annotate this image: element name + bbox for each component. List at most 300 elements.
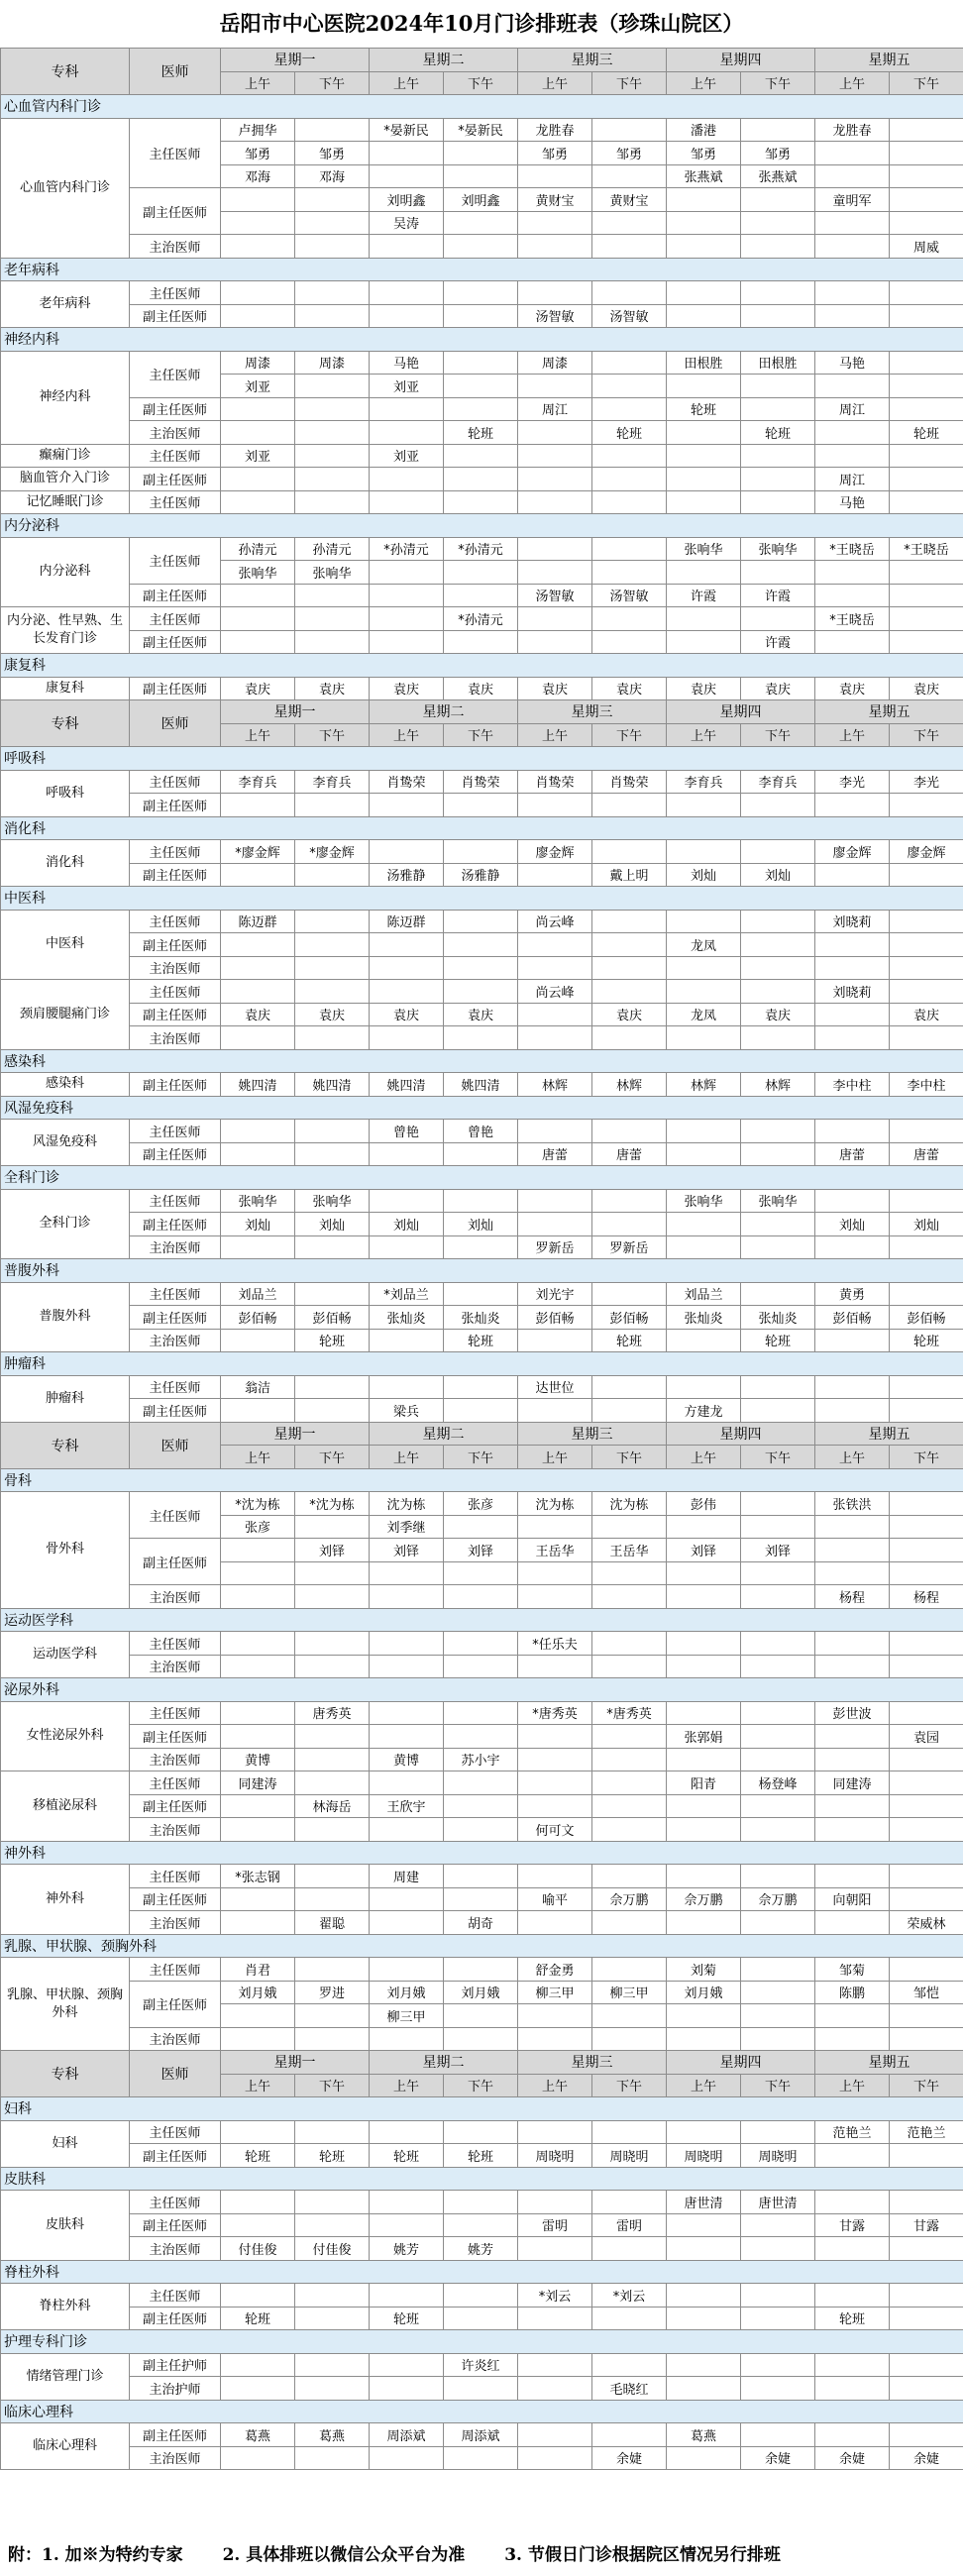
department-row <box>1 2260 963 2284</box>
schedule-cell <box>295 1818 370 1842</box>
schedule-cell <box>370 956 444 980</box>
schedule-cell <box>890 304 963 328</box>
schedule-cell <box>890 2377 963 2401</box>
schedule-cell <box>592 2027 667 2051</box>
header-pm: 下午 <box>295 1446 370 1469</box>
schedule-cell <box>518 2446 592 2470</box>
schedule-cell <box>444 1142 518 1166</box>
header-day: 星期五 <box>815 700 963 724</box>
schedule-cell <box>815 304 890 328</box>
clinic-name: 呼吸科 <box>1 770 130 816</box>
schedule-cell: 潘港 <box>667 118 741 142</box>
schedule-row <box>1 630 963 654</box>
schedule-cell <box>370 607 444 631</box>
schedule-cell <box>815 794 890 817</box>
schedule-cell <box>221 2213 295 2237</box>
schedule-cell: 刘灿 <box>667 863 741 887</box>
schedule-cell <box>370 2284 444 2308</box>
schedule-cell: 张彦 <box>221 1515 295 1539</box>
doctor-title: 主治医师 <box>130 1655 221 1678</box>
schedule-cell <box>890 630 963 654</box>
schedule-cell <box>592 1794 667 1818</box>
schedule-cell: *刘云 <box>518 2284 592 2308</box>
doctor-title: 主任医师 <box>130 1958 221 1982</box>
schedule-cell: 袁庆 <box>890 677 963 700</box>
schedule-cell <box>370 1632 444 1656</box>
header-am: 上午 <box>221 1446 295 1469</box>
schedule-cell <box>592 2423 667 2447</box>
schedule-cell <box>667 2307 741 2330</box>
schedule-cell <box>667 980 741 1004</box>
doctor-title: 主任医师 <box>130 980 221 1004</box>
schedule-cell: 周威 <box>890 235 963 259</box>
header-specialty: 专科 <box>1 1422 130 1468</box>
schedule-cell: 达世位 <box>518 1375 592 1399</box>
schedule-cell: 翟聪 <box>295 1911 370 1935</box>
schedule-cell <box>518 863 592 887</box>
schedule-cell <box>741 607 815 631</box>
schedule-cell <box>518 630 592 654</box>
schedule-cell <box>444 1958 518 1982</box>
schedule-cell <box>518 2353 592 2377</box>
schedule-cell <box>815 1003 890 1026</box>
schedule-cell <box>815 1235 890 1259</box>
schedule-cell: 汤雅静 <box>370 863 444 887</box>
schedule-cell: 沈为栋 <box>370 1492 444 1516</box>
schedule-cell <box>815 2353 890 2377</box>
schedule-cell: 唐蕾 <box>815 1142 890 1166</box>
schedule-cell <box>221 188 295 212</box>
schedule-cell: 刘月娥 <box>221 1981 295 2004</box>
schedule-cell <box>370 1329 444 1352</box>
schedule-cell <box>667 1794 741 1818</box>
doctor-title: 副主任医师 <box>130 397 221 421</box>
schedule-cell <box>444 211 518 235</box>
schedule-cell: 杨登峰 <box>741 1771 815 1795</box>
doctor-title: 主治医师 <box>130 1818 221 1842</box>
schedule-cell <box>221 1887 295 1911</box>
schedule-cell: 张响华 <box>667 537 741 561</box>
schedule-cell <box>815 956 890 980</box>
department-name: 骨科 <box>1 1468 963 1492</box>
schedule-cell <box>741 1655 815 1678</box>
schedule-cell: 张铁洪 <box>815 1492 890 1516</box>
clinic-name: 神经内科 <box>1 351 130 444</box>
doctor-title: 主任医师 <box>130 2284 221 2308</box>
schedule-cell <box>592 235 667 259</box>
schedule-cell <box>890 211 963 235</box>
schedule-row <box>1 537 963 561</box>
schedule-row <box>1 2353 963 2377</box>
schedule-cell <box>444 910 518 933</box>
department-row <box>1 1166 963 1190</box>
schedule-cell <box>815 142 890 165</box>
schedule-cell <box>741 118 815 142</box>
schedule-row <box>1 1306 963 1330</box>
schedule-cell <box>815 1794 890 1818</box>
schedule-cell <box>741 1142 815 1166</box>
schedule-cell <box>295 421 370 445</box>
schedule-cell: *张志钢 <box>221 1865 295 1888</box>
schedule-cell: 罗新岳 <box>518 1235 592 1259</box>
schedule-cell <box>295 980 370 1004</box>
schedule-cell <box>890 351 963 375</box>
department-name: 心血管内科门诊 <box>1 95 963 119</box>
schedule-cell: 刘光宇 <box>518 1282 592 1306</box>
schedule-row <box>1 1073 963 1097</box>
header-day: 星期三 <box>518 1422 667 1446</box>
schedule-cell <box>890 1235 963 1259</box>
schedule-cell: 彭世波 <box>815 1701 890 1725</box>
schedule-cell: 姚四清 <box>295 1073 370 1097</box>
schedule-cell: 彭佰畅 <box>518 1306 592 1330</box>
header-pm: 下午 <box>890 2074 963 2097</box>
schedule-cell <box>444 2377 518 2401</box>
schedule-cell: 刘灿 <box>444 1213 518 1236</box>
schedule-cell <box>741 1399 815 1423</box>
schedule-cell <box>444 1561 518 1585</box>
schedule-cell <box>295 2213 370 2237</box>
schedule-cell: 刘品兰 <box>221 1282 295 1306</box>
schedule-cell <box>592 537 667 561</box>
schedule-cell: 刘菊 <box>667 1958 741 1982</box>
header-pm: 下午 <box>295 2074 370 2097</box>
doctor-title: 主任医师 <box>130 1282 221 1306</box>
doctor-title: 主任医师 <box>130 2120 221 2144</box>
doctor-title: 主任医师 <box>130 2191 221 2214</box>
schedule-cell <box>815 1539 890 1562</box>
schedule-cell <box>815 584 890 607</box>
schedule-cell <box>295 1235 370 1259</box>
doctor-title: 主任医师 <box>130 281 221 305</box>
schedule-cell <box>370 1701 444 1725</box>
schedule-row <box>1 2307 963 2330</box>
schedule-cell <box>518 375 592 398</box>
schedule-cell <box>221 1235 295 1259</box>
schedule-row <box>1 863 963 887</box>
schedule-cell <box>295 1887 370 1911</box>
schedule-cell <box>221 1026 295 1050</box>
doctor-title: 主治医师 <box>130 1235 221 1259</box>
schedule-cell: 吴涛 <box>370 211 444 235</box>
schedule-cell: 许霞 <box>741 630 815 654</box>
schedule-row <box>1 1375 963 1399</box>
schedule-row <box>1 2213 963 2237</box>
schedule-cell <box>370 1725 444 1749</box>
schedule-cell: 黄勇 <box>815 1282 890 1306</box>
schedule-row <box>1 840 963 864</box>
department-row <box>1 328 963 352</box>
schedule-row <box>1 1725 963 1749</box>
schedule-cell: 汤智敏 <box>592 584 667 607</box>
schedule-cell <box>444 630 518 654</box>
schedule-cell <box>295 910 370 933</box>
schedule-row <box>1 1585 963 1609</box>
schedule-cell <box>890 2191 963 2214</box>
schedule-cell <box>444 956 518 980</box>
schedule-cell <box>295 2307 370 2330</box>
schedule-cell: 袁庆 <box>667 677 741 700</box>
header-day: 星期二 <box>370 700 518 724</box>
schedule-cell <box>444 490 518 514</box>
schedule-cell <box>295 2191 370 2214</box>
schedule-cell <box>741 1561 815 1585</box>
header-pm: 下午 <box>295 71 370 95</box>
schedule-cell <box>370 1235 444 1259</box>
schedule-cell <box>667 304 741 328</box>
schedule-cell <box>295 1561 370 1585</box>
schedule-cell <box>667 235 741 259</box>
schedule-row <box>1 1329 963 1352</box>
doctor-title: 副主任医师 <box>130 1213 221 1236</box>
schedule-cell <box>295 1375 370 1399</box>
schedule-cell <box>518 2191 592 2214</box>
schedule-cell <box>592 1585 667 1609</box>
schedule-cell: 张灿炎 <box>667 1306 741 1330</box>
schedule-cell <box>370 1189 444 1213</box>
schedule-cell <box>741 980 815 1004</box>
schedule-cell <box>221 1911 295 1935</box>
schedule-cell: 马艳 <box>370 351 444 375</box>
schedule-row <box>1 118 963 142</box>
schedule-cell <box>667 2237 741 2261</box>
schedule-row <box>1 421 963 445</box>
schedule-cell: 唐秀英 <box>295 1701 370 1725</box>
header-day: 星期三 <box>518 49 667 72</box>
schedule-row <box>1 1003 963 1026</box>
schedule-cell: 袁庆 <box>518 677 592 700</box>
clinic-name: 女性泌尿外科 <box>1 1701 130 1771</box>
department-name: 内分泌科 <box>1 514 963 538</box>
department-name: 肿瘤科 <box>1 1352 963 1376</box>
schedule-row <box>1 1399 963 1423</box>
schedule-cell: 彭佰畅 <box>890 1306 963 1330</box>
schedule-cell <box>221 1329 295 1352</box>
schedule-cell: 周漆 <box>221 351 295 375</box>
header-day: 星期一 <box>221 1422 370 1446</box>
schedule-cell: 轮班 <box>890 421 963 445</box>
doctor-title: 主任医师 <box>130 490 221 514</box>
schedule-cell <box>741 2423 815 2447</box>
schedule-cell: *沈为栋 <box>221 1492 295 1516</box>
schedule-row <box>1 1189 963 1213</box>
schedule-cell: 邓海 <box>295 164 370 188</box>
schedule-cell <box>444 1026 518 1050</box>
schedule-cell <box>741 397 815 421</box>
schedule-cell: 尚云峰 <box>518 980 592 1004</box>
schedule-cell: 唐蕾 <box>890 1142 963 1166</box>
schedule-cell <box>370 490 444 514</box>
schedule-cell <box>815 2027 890 2051</box>
clinic-name: 运动医学科 <box>1 1632 130 1678</box>
schedule-cell <box>444 2004 518 2028</box>
schedule-cell: 轮班 <box>741 421 815 445</box>
schedule-row <box>1 304 963 328</box>
schedule-cell: 林辉 <box>667 1073 741 1097</box>
schedule-cell: *唐秀英 <box>592 1701 667 1725</box>
schedule-cell: 余婕 <box>592 2446 667 2470</box>
schedule-cell: 曾艳 <box>444 1120 518 1143</box>
schedule-cell <box>741 235 815 259</box>
footer-prefix: 附： <box>8 2545 42 2565</box>
header-day: 星期三 <box>518 2051 667 2075</box>
schedule-cell: 马艳 <box>815 490 890 514</box>
schedule-cell: 王欣宇 <box>370 1794 444 1818</box>
header-day: 星期四 <box>667 49 815 72</box>
schedule-cell: 袁庆 <box>444 677 518 700</box>
schedule-cell: 甘露 <box>815 2213 890 2237</box>
schedule-cell <box>444 397 518 421</box>
schedule-cell <box>518 1515 592 1539</box>
schedule-cell: *唐秀英 <box>518 1701 592 1725</box>
schedule-cell <box>444 933 518 957</box>
schedule-cell <box>518 1399 592 1423</box>
schedule-cell <box>444 1701 518 1725</box>
schedule-cell: 李光 <box>890 770 963 794</box>
schedule-cell <box>741 1981 815 2004</box>
schedule-cell <box>295 2004 370 2028</box>
schedule-cell <box>890 956 963 980</box>
schedule-cell <box>890 1655 963 1678</box>
schedule-cell <box>592 1026 667 1050</box>
schedule-cell <box>221 794 295 817</box>
schedule-cell <box>370 1585 444 1609</box>
schedule-cell <box>518 1585 592 1609</box>
schedule-cell <box>667 2027 741 2051</box>
header-pm: 下午 <box>592 723 667 747</box>
schedule-cell: 邹勇 <box>667 142 741 165</box>
schedule-cell <box>667 2213 741 2237</box>
schedule-row <box>1 1818 963 1842</box>
doctor-title: 副主任医师 <box>130 1003 221 1026</box>
header-doctor: 医师 <box>130 1422 221 1468</box>
clinic-name: 老年病科 <box>1 281 130 328</box>
schedule-cell: 刘季继 <box>370 1515 444 1539</box>
doctor-title: 副主任医师 <box>130 1539 221 1585</box>
schedule-cell <box>444 561 518 585</box>
schedule-cell <box>592 2004 667 2028</box>
department-row <box>1 1608 963 1632</box>
schedule-cell <box>741 1235 815 1259</box>
schedule-cell <box>518 164 592 188</box>
schedule-row <box>1 1958 963 1982</box>
schedule-cell: 毛晓红 <box>592 2377 667 2401</box>
schedule-cell: 轮班 <box>815 2307 890 2330</box>
schedule-cell: 林辉 <box>592 1073 667 1097</box>
schedule-row <box>1 1887 963 1911</box>
schedule-cell <box>295 1282 370 1306</box>
header-pm: 下午 <box>592 2074 667 2097</box>
schedule-cell <box>295 1632 370 1656</box>
schedule-cell: 姚芳 <box>444 2237 518 2261</box>
schedule-cell <box>221 490 295 514</box>
schedule-row <box>1 2027 963 2051</box>
schedule-cell <box>667 188 741 212</box>
schedule-row <box>1 1282 963 1306</box>
doctor-title: 副主任医师 <box>130 1306 221 1330</box>
schedule-cell: 姚四清 <box>444 1073 518 1097</box>
schedule-cell <box>295 1725 370 1749</box>
schedule-cell <box>890 794 963 817</box>
schedule-cell: 陈迈群 <box>221 910 295 933</box>
schedule-cell <box>221 1794 295 1818</box>
schedule-cell <box>741 1632 815 1656</box>
clinic-name: 肿瘤科 <box>1 1375 130 1422</box>
schedule-cell <box>741 1492 815 1516</box>
schedule-cell <box>741 2004 815 2028</box>
schedule-cell <box>444 164 518 188</box>
schedule-row <box>1 235 963 259</box>
schedule-cell <box>741 2213 815 2237</box>
schedule-cell: 童明军 <box>815 188 890 212</box>
schedule-cell: 刘亚 <box>370 375 444 398</box>
schedule-row <box>1 2377 963 2401</box>
schedule-cell <box>741 2307 815 2330</box>
page-title: 岳阳市中心医院2024年10月门诊排班表（珍珠山院区） <box>219 11 744 36</box>
schedule-cell: *孙清元 <box>370 537 444 561</box>
schedule-cell <box>815 2284 890 2308</box>
schedule-cell <box>890 2144 963 2168</box>
header-day: 星期一 <box>221 2051 370 2075</box>
schedule-cell <box>815 235 890 259</box>
schedule-cell <box>370 304 444 328</box>
schedule-cell <box>444 980 518 1004</box>
schedule-cell: 廖金辉 <box>518 840 592 864</box>
schedule-cell: 张响华 <box>741 1189 815 1213</box>
schedule-cell: 黄博 <box>221 1748 295 1771</box>
header-pm: 下午 <box>741 2074 815 2097</box>
schedule-cell <box>890 281 963 305</box>
clinic-name: 康复科 <box>1 677 130 700</box>
header-pm: 下午 <box>444 2074 518 2097</box>
schedule-cell: 轮班 <box>667 397 741 421</box>
schedule-cell <box>815 2191 890 2214</box>
schedule-cell: 刘明鑫 <box>370 188 444 212</box>
schedule-cell <box>444 2191 518 2214</box>
schedule-cell: 刘月娥 <box>444 1981 518 2004</box>
schedule-cell <box>741 1958 815 1982</box>
schedule-cell <box>815 1911 890 1935</box>
schedule-cell <box>370 2377 444 2401</box>
schedule-cell <box>741 956 815 980</box>
schedule-cell <box>295 1958 370 1982</box>
schedule-cell: 龙胜春 <box>815 118 890 142</box>
schedule-cell <box>221 1399 295 1423</box>
department-name: 神经内科 <box>1 328 963 352</box>
schedule-cell: 同建涛 <box>221 1771 295 1795</box>
schedule-row <box>1 1026 963 1050</box>
doctor-title: 主任医师 <box>130 1701 221 1725</box>
schedule-cell <box>295 2027 370 2051</box>
schedule-cell: 柳三甲 <box>518 1981 592 2004</box>
schedule-cell <box>370 2027 444 2051</box>
schedule-cell <box>890 490 963 514</box>
schedule-row <box>1 1771 963 1795</box>
department-row <box>1 1259 963 1283</box>
schedule-cell <box>518 1189 592 1213</box>
schedule-cell <box>295 490 370 514</box>
schedule-cell: 邹勇 <box>592 142 667 165</box>
department-name: 脊柱外科 <box>1 2260 963 2284</box>
schedule-cell <box>370 840 444 864</box>
schedule-cell <box>592 607 667 631</box>
schedule-cell <box>518 1771 592 1795</box>
schedule-cell: 邹勇 <box>295 142 370 165</box>
header-am: 上午 <box>815 71 890 95</box>
schedule-cell <box>667 2284 741 2308</box>
clinic-name: 内分泌科 <box>1 537 130 607</box>
doctor-title: 主任医师 <box>130 1632 221 1656</box>
